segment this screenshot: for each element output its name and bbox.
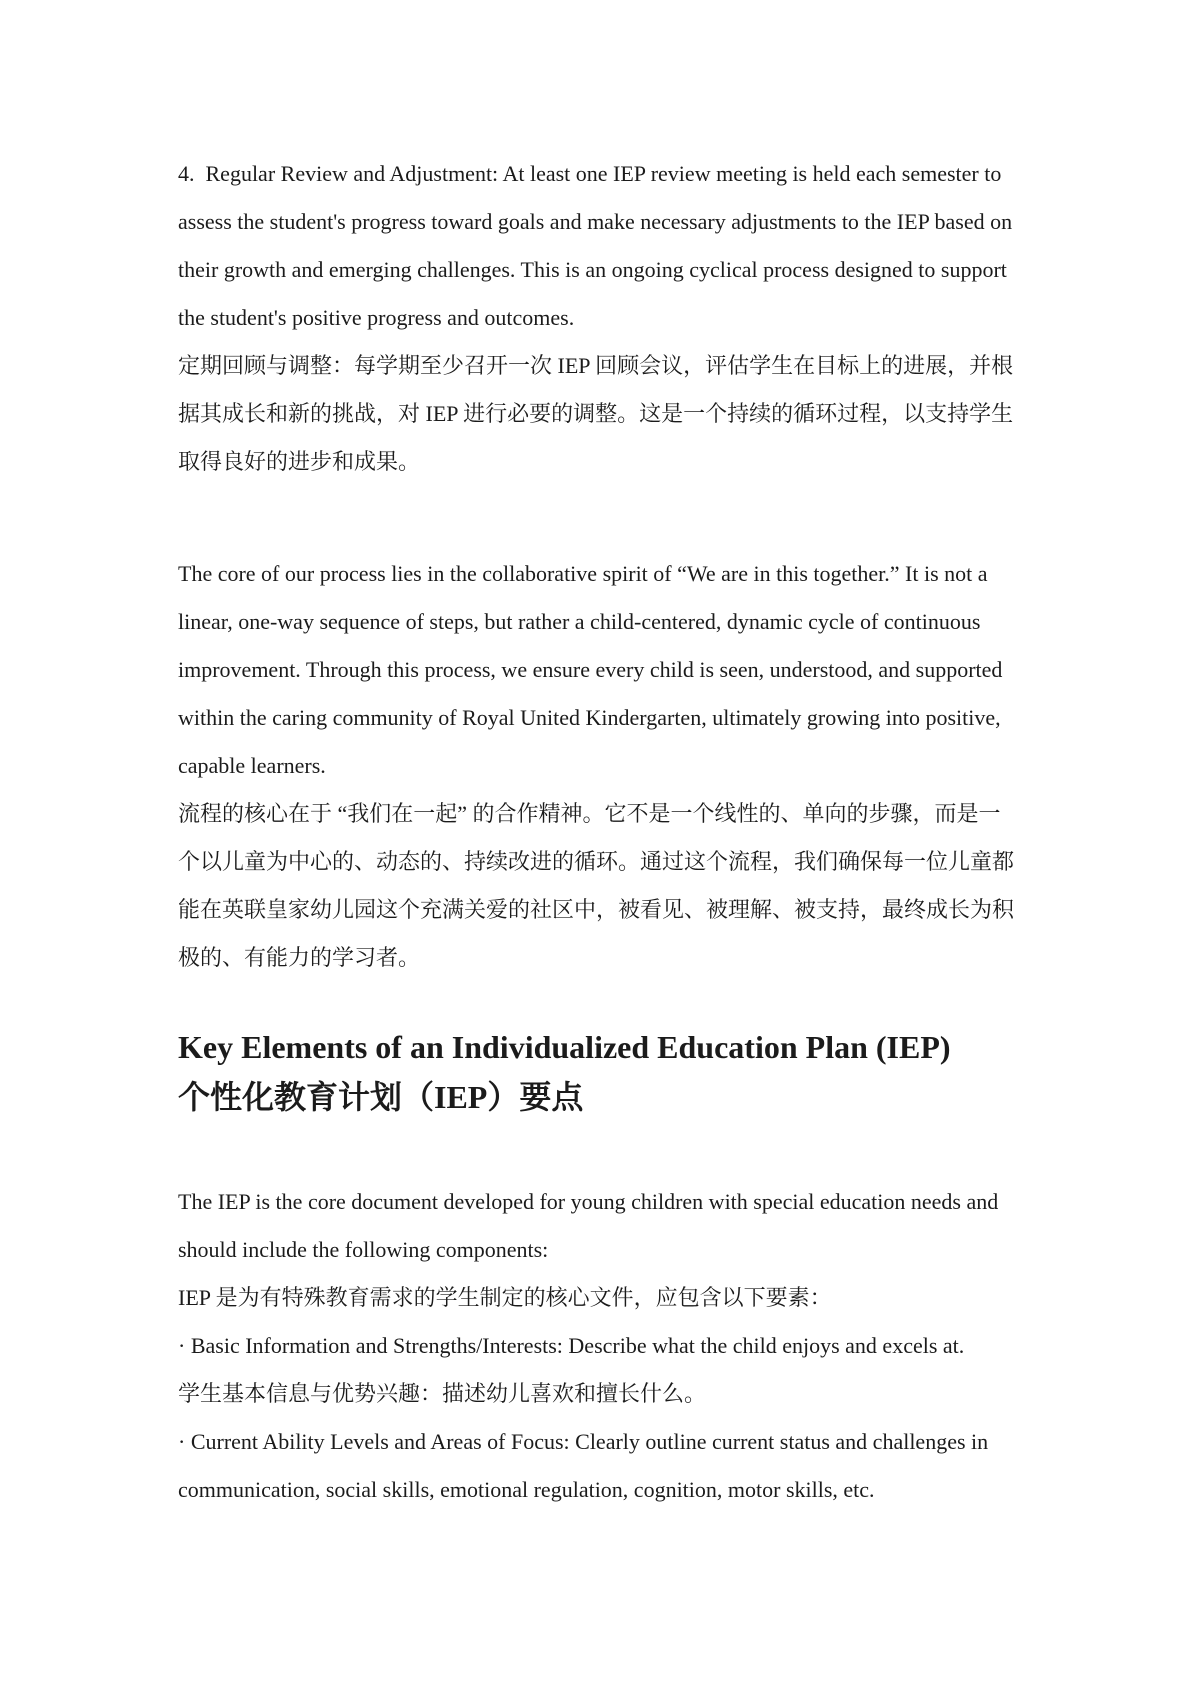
paragraph-regular-review-en: 4. Regular Review and Adjustment: At least one IEP review meeting is held each semester to assess the student's progress toward goals and make necessary adjustments to the IEP based on their growth and emerging challenges. This is an ongoing cyclical process designed to support the student's positive progress and outcomes.	[178, 161, 1018, 330]
section-heading-en: Key Elements of an Individualized Education Plan (IEP)	[178, 1029, 951, 1065]
paragraph-iep-intro-zh: IEP 是为有特殊教育需求的学生制定的核心文件，应包含以下要素：	[178, 1285, 832, 1310]
section-heading	[178, 1022, 1018, 1122]
bullet-basic-info-en: · Basic Information and Strengths/Interests: Describe what the child enjoys and excels at.	[178, 1333, 965, 1358]
bullet-current-ability-en: · Current Ability Levels and Areas of Focus: Clearly outline current status and challenges in communication, social skills, emotional regulation, cognition, motor skills, etc.	[178, 1429, 994, 1502]
document-content	[178, 150, 1018, 1514]
bullet-basic-info-zh: 学生基本信息与优势兴趣：描述幼儿喜欢和擅长什么。	[178, 1381, 707, 1406]
paragraph-process-core-zh: 流程的核心在于 “我们在一起” 的合作精神。它不是一个线性的、单向的步骤，而是一个以儿童为中心的、动态的、持续改进的循环。通过这个流程，我们确保每一位儿童都能在英联皇家幼儿园这个充满关爱的社区中，被看见、被理解、被支持，最终成长为积极的、有能力的学习者。	[178, 801, 1015, 970]
section-heading-zh: 个性化教育计划（IEP）要点	[178, 1079, 584, 1115]
paragraph-process-core-en: The core of our process lies in the collaborative spirit of “We are in this together.” It is not a linear, one-way sequence of steps, but rather a child-centered, dynamic cycle of continuous improvement. Through this process, we ensure every child is seen, understood, and supported within the caring community of Royal United Kindergarten, ultimately growing into positive, capable learners.	[178, 561, 1008, 778]
paragraph-iep-intro-en: The IEP is the core document developed for young children with special education needs and should include the following components:	[178, 1189, 1004, 1262]
paragraph-regular-review-zh: 定期回顾与调整：每学期至少召开一次 IEP 回顾会议，评估学生在目标上的进展，并根据其成长和新的挑战，对 IEP 进行必要的调整。这是一个持续的循环过程，以支持学生取得良好的进步和成果。	[178, 353, 1014, 474]
